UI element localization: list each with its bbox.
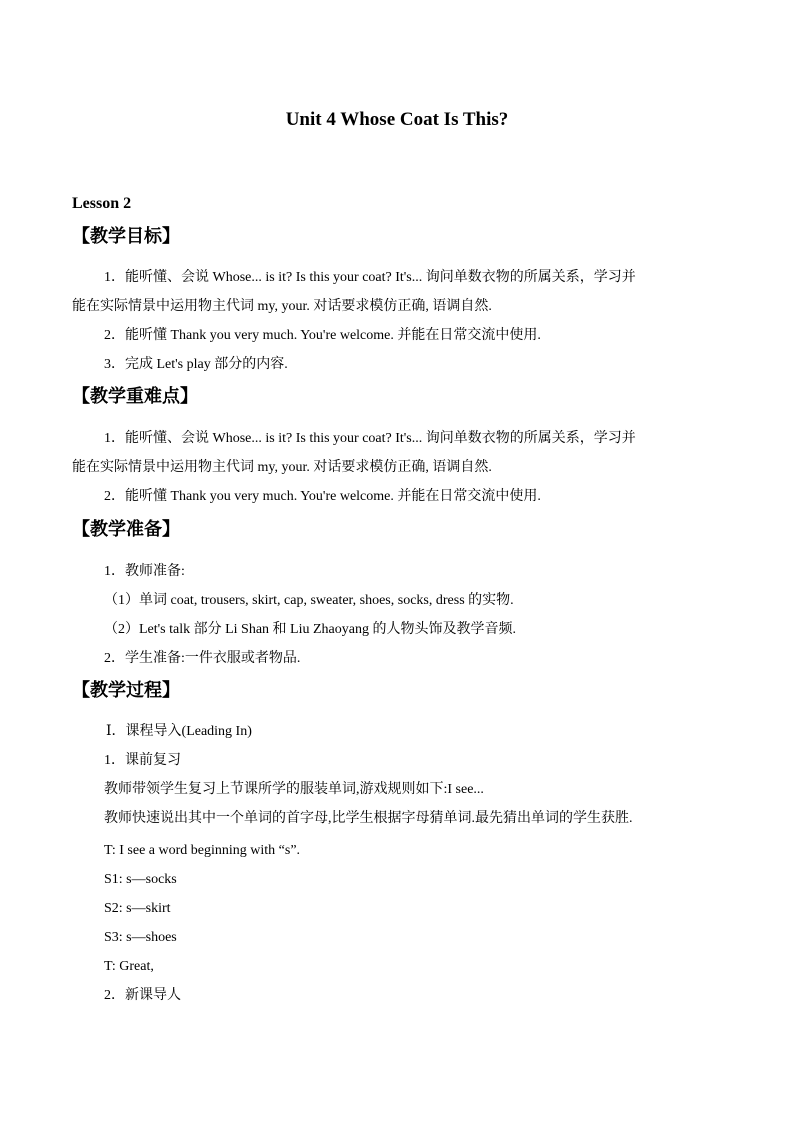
objectives-item: 能在实际情景中运用物主代词 my, your. 对话要求模仿正确, 语调自然. [72, 299, 492, 314]
process-item: T: Great, [104, 959, 154, 974]
keypoints-item: 能在实际情景中运用物主代词 my, your. 对话要求模仿正确, 语调自然. [72, 460, 492, 475]
preparation-item: （2）Let's talk 部分 Li Shan 和 Liu Zhaoyang 的人物头饰及教学音频. [104, 622, 516, 637]
process-item: 教师快速说出其中一个单词的首字母,比学生根据字母猜单词.最先猜出单词的学生获胜. [104, 811, 633, 826]
process-item: S1: s—socks [104, 872, 177, 887]
preparation-item: 1．教师准备: [104, 564, 185, 579]
objectives-item: 1．能听懂、会说 Whose... is it? Is this your coat? It's... 询问单数衣物的所属关系，学习并 [104, 270, 636, 285]
objectives-heading: 【教学目标】 [72, 226, 180, 246]
keypoints-heading: 【教学重难点】 [72, 386, 198, 406]
preparation-heading: 【教学准备】 [72, 519, 180, 539]
objectives-item: 3．完成 Let's play 部分的内容. [104, 357, 288, 372]
lesson-label: Lesson 2 [72, 195, 132, 212]
preparation-item: （1）单词 coat, trousers, skirt, cap, sweater, shoes, socks, dress 的实物. [104, 593, 514, 608]
process-item: S3: s—shoes [104, 930, 177, 945]
process-heading: 【教学过程】 [72, 680, 180, 700]
objectives-item: 2．能听懂 Thank you very much. You're welcome. 并能在日常交流中使用. [104, 328, 541, 343]
process-item: S2: s—skirt [104, 901, 171, 916]
process-item: 1．课前复习 [104, 753, 181, 768]
page-title: Unit 4 Whose Coat Is This? [285, 109, 509, 130]
process-item: 教师带领学生复习上节课所学的服装单词,游戏规则如下:I see... [104, 782, 484, 797]
process-item: T: I see a word beginning with “s”. [104, 843, 301, 858]
preparation-item: 2．学生准备:一件衣服或者物品. [104, 651, 301, 666]
process-item: 2．新课导人 [104, 988, 181, 1003]
process-item: Ⅰ．课程导入(Leading In) [106, 724, 252, 739]
keypoints-item: 1．能听懂、会说 Whose... is it? Is this your coat? It's... 询问单数衣物的所属关系，学习并 [104, 431, 636, 446]
keypoints-item: 2．能听懂 Thank you very much. You're welcome. 并能在日常交流中使用. [104, 489, 541, 504]
